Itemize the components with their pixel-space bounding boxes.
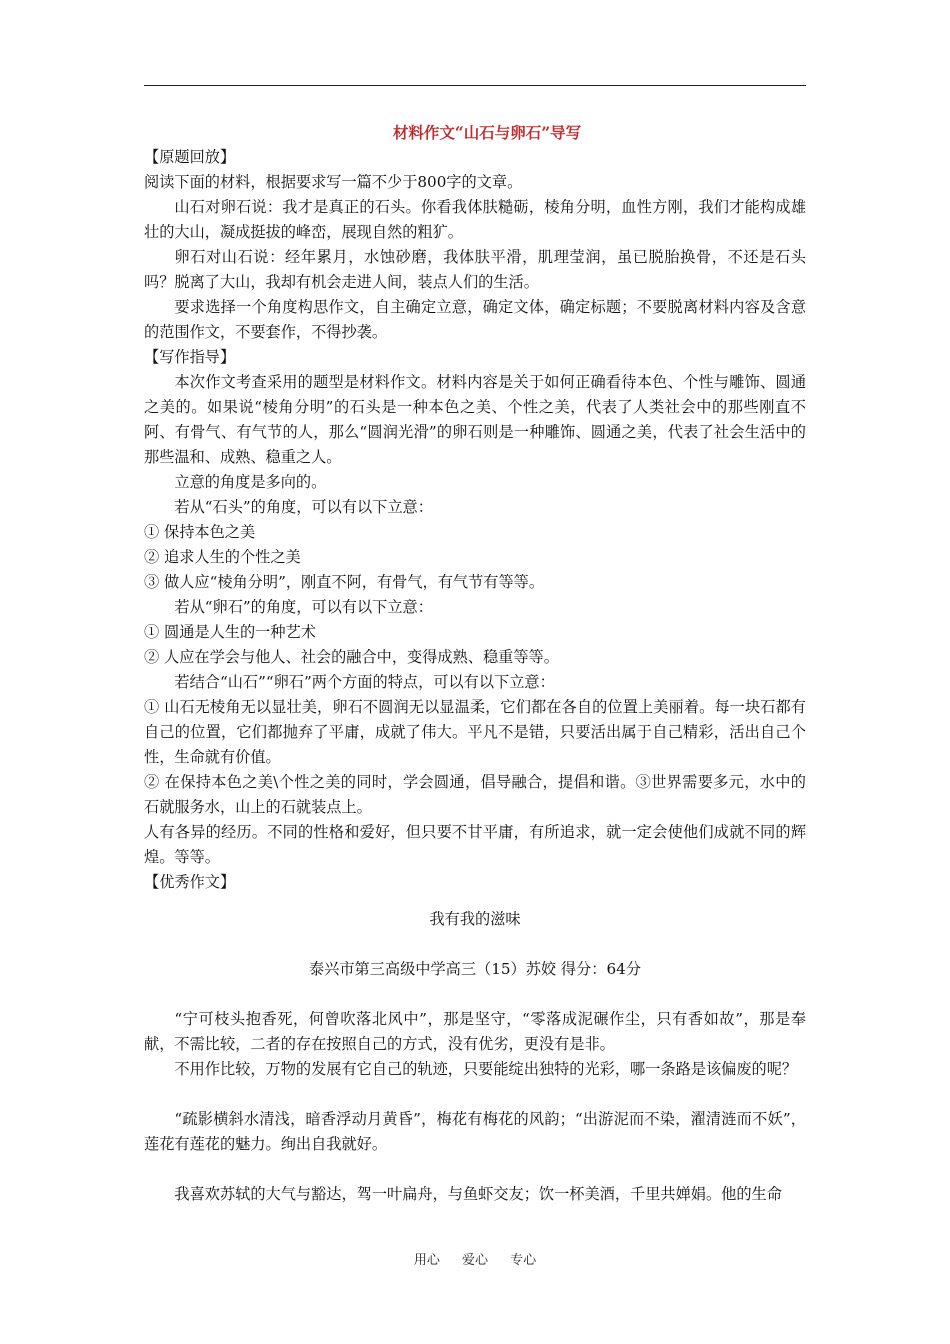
- essay-paragraph: “宁可枝头抱香死，何曾吹落北风中”，那是坚守，“零落成泥碾作尘，只有香如故”，那是奉献，不需比较，二者的存在按照自己的方式，没有优劣，更没有是非。: [144, 1010, 806, 1053]
- list-item: ② 在保持本色之美\个性之美的同时，学会圆通，倡导融合，提倡和谐。③世界需要多元，水中的石就服务水，山上的石就装点上。: [144, 773, 806, 816]
- original-requirement: 要求选择一个角度构思作文，自主确定立意，确定文体，确定标题；不要脱离材料内容及含意的范围作文，不要套作，不得抄袭。: [144, 298, 806, 341]
- list-item: ③ 做人应“棱角分明”，刚直不阿，有骨气，有气节有等等。: [144, 573, 545, 591]
- list-item: ② 人应在学会与他人、社会的融合中，变得成熟、稳重等等。: [144, 648, 559, 666]
- original-instruction: 阅读下面的材料，根据要求写一篇不少于800字的文章。: [144, 173, 523, 191]
- document-body: [144, 120, 806, 1207]
- section-heading-original: 【原题回放】: [144, 148, 236, 166]
- list-item: ① 山石无棱角无以显壮美，卵石不圆润无以显温柔，它们都在各自的位置上美丽着。每一块石都有自己的位置，它们都抛弃了平庸，成就了伟大。平凡不是错，只要活出属于自己精彩，活出自己个性，生命就有价值。: [144, 698, 806, 766]
- footer-text: 专心: [510, 1253, 537, 1268]
- original-paragraph: 卵石对山石说：经年累月，水蚀砂磨，我体肤平滑，肌理莹润，虽已脱胎换骨，不还是石头吗？脱离了大山，我却有机会走进人间，装点人们的生活。: [144, 248, 806, 291]
- guide-angles: 立意的角度是多向的。: [174, 473, 327, 491]
- guide-closing: 人有各异的经历。不同的性格和爱好，但只要不甘平庸，有所追求，就一定会使他们成就不同的辉煌。等等。: [144, 823, 806, 866]
- essay-paragraph: 不用作比较，万物的发展有它自己的轨迹，只要能绽出独特的光彩，哪一条路是该偏废的呢？: [174, 1060, 798, 1078]
- list-item: ① 保持本色之美: [144, 523, 256, 541]
- guide-pebble-heading: 若从“卵石”的角度，可以有以下立意：: [174, 598, 433, 616]
- list-item: ② 追求人生的个性之美: [144, 548, 301, 566]
- essay-title: 我有我的滋味: [429, 910, 521, 928]
- guide-combined-heading: 若结合“山石”“卵石”两个方面的特点，可以有以下立意：: [174, 673, 555, 691]
- section-heading-guide: 【写作指导】: [144, 348, 236, 366]
- original-paragraph: 山石对卵石说：我才是真正的石头。你看我体肤糙砺，棱角分明，血性方刚，我们才能构成雄壮的大山，凝成挺拔的峰峦，展现自然的粗犷。: [144, 198, 806, 241]
- essay-paragraph: 我喜欢苏轼的大气与豁达，驾一叶扁舟，与鱼虾交友；饮一杯美酒，千里共婵娟。他的生命: [174, 1185, 782, 1203]
- guide-stone-heading: 若从“石头”的角度，可以有以下立意：: [174, 498, 433, 516]
- section-heading-essay: 【优秀作文】: [144, 873, 236, 891]
- footer-text: 用心: [413, 1253, 440, 1268]
- header-rule: [144, 85, 806, 86]
- essay-author: 泰兴市第三高级中学高三（15）苏姣 得分：64分: [308, 960, 642, 978]
- essay-paragraph: “疏影横斜水清浅，暗香浮动月黄昏”，梅花有梅花的风韵；“出游泥而不染，濯清涟而不妖”，莲花有莲花的魅力。绚出自我就好。: [144, 1110, 806, 1153]
- page-title: 材料作文“山石与卵石”导写: [392, 123, 582, 142]
- guide-intro: 本次作文考查采用的题型是材料作文。材料内容是关于如何正确看待本色、个性与雕饰、圆通之美的。如果说“棱角分明”的石头是一种本色之美、个性之美，代表了人类社会中的那些刚直不阿、有骨气、有气节的人，那么“圆润光滑”的卵石则是一种雕饰、圆通之美，代表了社会生活中的那些温和、成熟、稳重之人。: [144, 373, 806, 466]
- list-item: ① 圆通是人生的一种艺术: [144, 623, 316, 641]
- footer-text: 爱心: [461, 1253, 488, 1268]
- page-footer: [0, 1249, 950, 1268]
